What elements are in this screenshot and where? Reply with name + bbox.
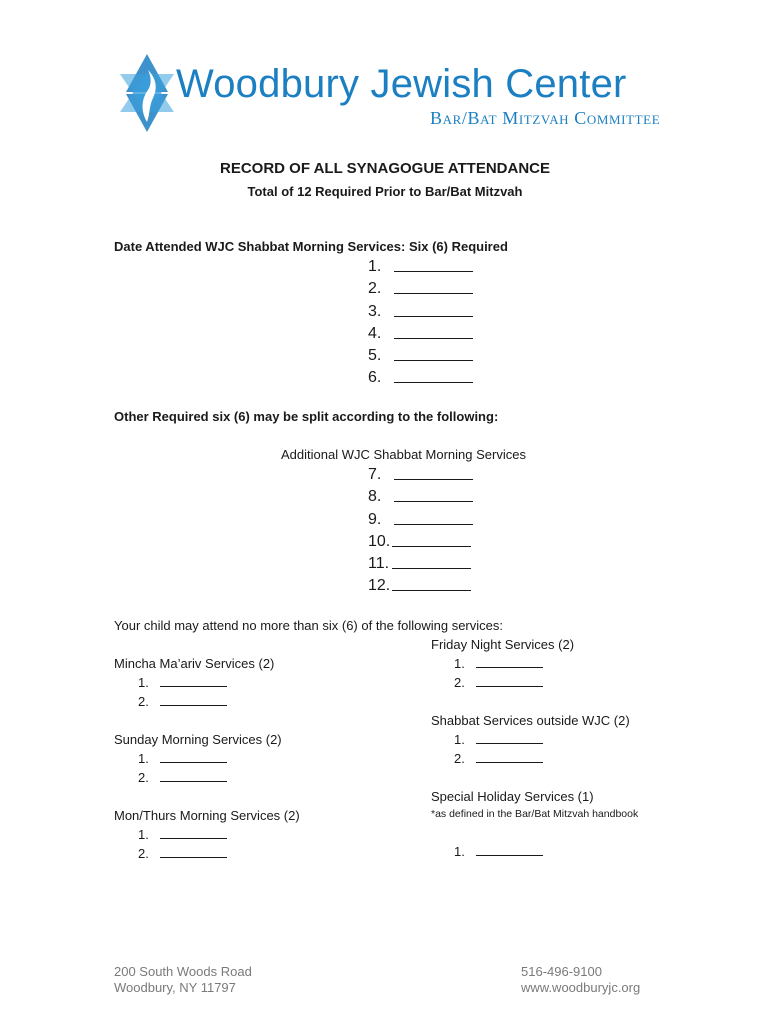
item-number: 2.	[454, 751, 465, 766]
list-item	[368, 367, 473, 389]
list-item	[368, 464, 473, 486]
date-blank-field[interactable]	[394, 486, 473, 502]
phone-number: 516-496-9100	[521, 964, 602, 979]
date-blank-field[interactable]	[160, 844, 227, 858]
item-number: 1.	[454, 656, 465, 671]
sunday-morning-list	[138, 749, 227, 787]
shabbat-required-list	[368, 256, 473, 390]
date-blank-field[interactable]	[394, 464, 473, 480]
list-item	[454, 749, 543, 768]
shabbat-outside-list	[454, 730, 543, 768]
list-item	[454, 842, 543, 861]
item-number: 1.	[138, 827, 149, 842]
sunday-morning-label: Sunday Morning Services (2)	[114, 732, 282, 747]
list-item	[454, 654, 543, 673]
date-blank-field[interactable]	[476, 842, 543, 856]
website-link[interactable]: www.woodburyjc.org	[521, 980, 641, 995]
list-item	[368, 301, 473, 323]
item-number: 2.	[368, 280, 382, 298]
mincha-maariv-label: Mincha Ma’ariv Services (2)	[114, 656, 275, 671]
date-blank-field[interactable]	[476, 749, 543, 763]
item-number: 1.	[368, 258, 382, 275]
list-item	[368, 531, 473, 553]
friday-night-label: Friday Night Services (2)	[431, 637, 575, 652]
section1-heading: Date Attended WJC Shabbat Morning Services: Six (6) Required	[114, 239, 508, 254]
item-number: 11.	[368, 555, 390, 573]
item-number: 8.	[368, 488, 382, 506]
item-number: 6.	[368, 369, 382, 387]
section2-subheading: Additional WJC Shabbat Morning Services	[281, 447, 526, 462]
list-item	[454, 730, 543, 749]
footer-contact	[521, 964, 640, 996]
list-item	[368, 575, 473, 597]
list-item	[138, 844, 227, 863]
date-blank-field[interactable]	[476, 654, 543, 668]
date-blank-field[interactable]	[392, 553, 471, 569]
item-number: 1.	[454, 732, 465, 747]
list-item	[138, 673, 227, 692]
list-item	[138, 692, 227, 711]
date-blank-field[interactable]	[476, 673, 543, 687]
address-line: Woodbury, NY 11797	[114, 980, 236, 995]
page-subtitle: Total of 12 Required Prior to Bar/Bat Mitzvah	[247, 184, 523, 199]
list-item	[368, 278, 473, 300]
committee-name: Bar/Bat Mitzvah Committee	[430, 108, 661, 128]
list-item	[138, 825, 227, 844]
date-blank-field[interactable]	[394, 278, 473, 294]
date-blank-field[interactable]	[160, 825, 227, 839]
item-number: 1.	[138, 751, 149, 766]
mon-thurs-morning-list	[138, 825, 227, 863]
item-number: 2.	[138, 846, 149, 861]
item-number: 12.	[368, 577, 391, 595]
list-item	[368, 345, 473, 367]
shabbat-outside-label: Shabbat Services outside WJC (2)	[431, 713, 630, 728]
page-title: RECORD OF ALL SYNAGOGUE ATTENDANCE	[219, 160, 550, 177]
list-item	[368, 553, 473, 575]
item-number: 1.	[138, 675, 149, 690]
special-holiday-list	[454, 842, 543, 861]
organization-name: Woodbury Jewish Center	[176, 62, 627, 106]
additional-shabbat-list	[368, 464, 473, 598]
friday-night-list	[454, 654, 543, 692]
item-number: 4.	[368, 324, 382, 342]
date-blank-field[interactable]	[476, 730, 543, 744]
date-blank-field[interactable]	[394, 509, 473, 525]
list-item	[138, 749, 227, 768]
date-blank-field[interactable]	[160, 673, 227, 687]
item-number: 2.	[138, 770, 149, 785]
list-item	[454, 673, 543, 692]
handbook-note: *as defined in the Bar/Bat Mitzvah handbook	[431, 808, 639, 820]
item-number: 3.	[368, 302, 382, 320]
section3-intro: Your child may attend no more than six (6) of the following services:	[114, 618, 503, 633]
date-blank-field[interactable]	[392, 575, 471, 591]
list-item	[368, 486, 473, 508]
footer-address	[114, 964, 252, 996]
date-blank-field[interactable]	[392, 531, 471, 547]
item-number: 2.	[454, 675, 465, 690]
date-blank-field[interactable]	[394, 345, 473, 361]
star-of-david-flame-icon	[118, 52, 176, 134]
list-item	[368, 509, 473, 531]
date-blank-field[interactable]	[394, 301, 473, 317]
item-number: 2.	[138, 694, 149, 709]
date-blank-field[interactable]	[394, 367, 473, 383]
mon-thurs-morning-label: Mon/Thurs Morning Services (2)	[114, 808, 300, 823]
list-item	[138, 768, 227, 787]
list-item	[368, 323, 473, 345]
date-blank-field[interactable]	[160, 768, 227, 782]
date-blank-field[interactable]	[160, 749, 227, 763]
item-number: 9.	[368, 510, 382, 528]
item-number: 10.	[368, 532, 391, 550]
special-holiday-label: Special Holiday Services (1)	[431, 789, 594, 804]
item-number: 5.	[368, 347, 382, 365]
section2-heading: Other Required six (6) may be split according to the following:	[114, 409, 499, 424]
date-blank-field[interactable]	[394, 323, 473, 339]
date-blank-field[interactable]	[160, 692, 227, 706]
list-item	[368, 256, 473, 278]
item-number: 1.	[454, 844, 465, 859]
address-line: 200 South Woods Road	[114, 964, 252, 979]
mincha-maariv-list	[138, 673, 227, 711]
item-number: 7.	[368, 466, 382, 483]
date-blank-field[interactable]	[394, 256, 473, 272]
